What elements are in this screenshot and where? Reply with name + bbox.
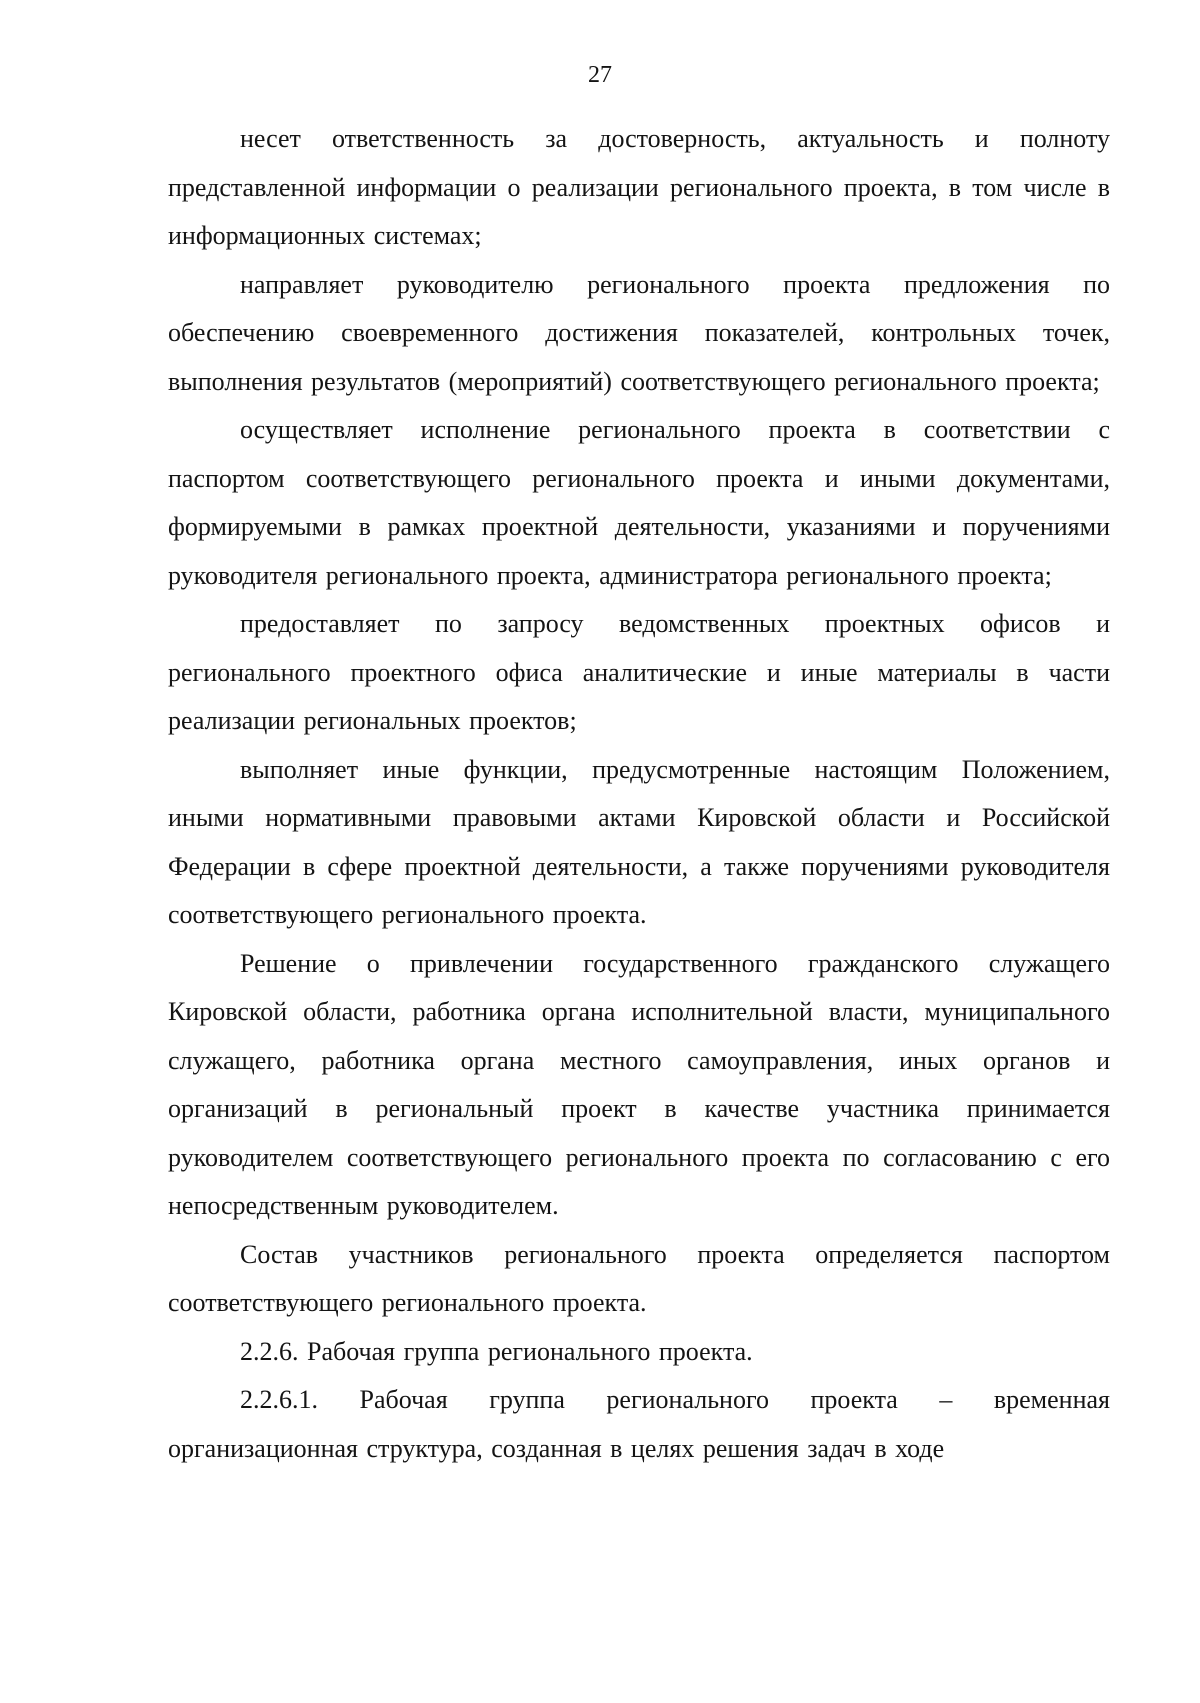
paragraph-other-functions: выполняет иные функции, предусмотренные настоящим Положением, иными нормативными правовыми актами Кировской области и Российской Федерации в сфере проектной деятельности, а также поручениями руководителя соответствующего регионального проекта. (168, 754, 1110, 929)
paragraph-participants-composition: Состав участников регионального проекта определяется паспортом соответствующего регионального проекта. (168, 1239, 1110, 1317)
section-heading-working-group: 2.2.6. Рабочая группа регионального проекта. (240, 1336, 753, 1366)
paragraph-materials: предоставляет по запросу ведомственных проектных офисов и регионального проектного офиса аналитические и иные материалы в части реализации региональных проектов; (168, 609, 1110, 735)
paragraph-proposals: направляет руководителю регионального проекта предложения по обеспечению своевременного достижения показателей, контрольных точек, выполнения результатов (мероприятий) соответствующего регионального проекта; (168, 269, 1110, 396)
paragraph-participant-decision: Решение о привлечении государственного гражданского служащего Кировской области, работника органа исполнительной власти, муниципального служащего, работника органа местного самоуправления, иных органов и организаций в региональный проект в качестве участника принимается руководителем соответствующего регионального проекта по согласованию с его непосредственным руководителем. (168, 948, 1110, 1220)
paragraph-working-group-definition: 2.2.6.1. Рабочая группа регионального проекта – временная организационная структура, созданная в целях решения задач в ходе (168, 1385, 1110, 1463)
document-body (168, 115, 1110, 1473)
paragraph-execution: осуществляет исполнение регионального проекта в соответствии с паспортом соответствующего регионального проекта и иными документами, формируемыми в рамках проектной деятельности, указаниями и поручениями руководителя регионального проекта, администратора регионального проекта; (168, 415, 1110, 590)
paragraph-responsibility: несет ответственность за достоверность, актуальность и полноту представленной информации о реализации регионального проекта, в том числе в информационных системах; (168, 124, 1110, 250)
page-number: 27 (588, 62, 612, 88)
